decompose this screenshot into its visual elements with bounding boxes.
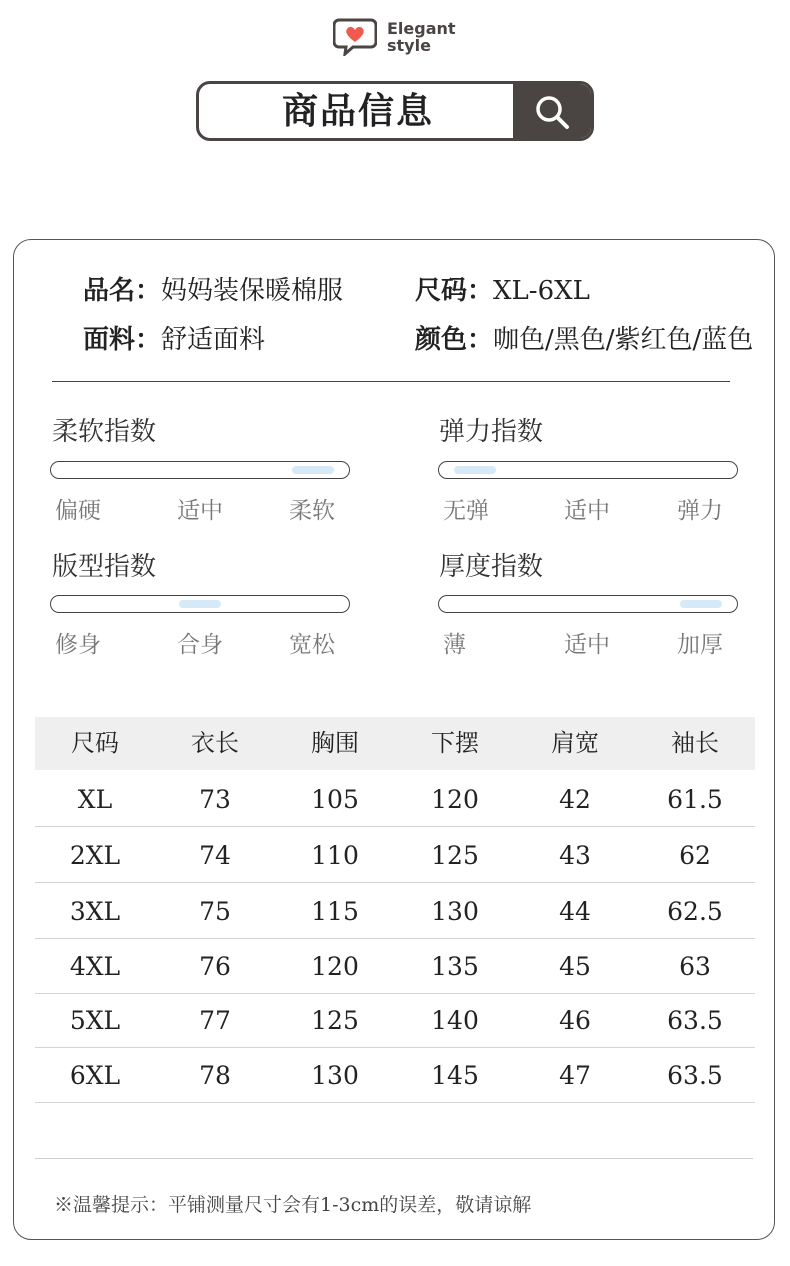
table-cell: 135 [431,952,479,981]
thickness-label-mid: 适中 [564,632,610,658]
table-cell: 4XL [69,952,121,981]
elasticity-label-high: 弹力 [677,498,723,524]
chat-heart-icon [333,18,377,56]
product-fabric [83,319,265,356]
size-table-header [35,717,755,770]
product-size [415,270,590,307]
table-cell: 45 [559,952,591,981]
table-cell: 130 [431,897,479,926]
elasticity-level [454,466,496,474]
size-value: XL-6XL [493,276,590,306]
thickness-label-low: 薄 [443,632,466,658]
table-cell: 125 [311,1006,359,1035]
table-cell: 46 [559,1006,591,1035]
footer-divider [35,1158,753,1159]
elasticity-label-mid: 适中 [564,498,610,524]
elasticity-title: 弹力指数 [439,417,544,447]
fit-level [179,600,221,608]
table-cell: 43 [559,841,591,870]
info-divider [52,381,730,382]
column-header: 尺码 [71,729,119,757]
thickness-level [680,600,722,608]
softness-title: 柔软指数 [52,417,157,447]
product-color [415,319,753,356]
table-cell: 77 [199,1006,231,1035]
table-cell: 42 [559,785,591,814]
column-header: 肩宽 [551,729,599,757]
column-header: 袖长 [671,729,719,757]
fabric-value: 舒适面料 [161,325,266,355]
elasticity-track [438,461,738,479]
fit-label-high: 宽松 [289,632,335,658]
page-title: 商品信息 [281,90,434,132]
thickness-label-high: 加厚 [677,632,723,658]
table-cell: 110 [311,841,359,870]
table-cell: 63.5 [667,1006,723,1035]
table-cell: 120 [431,785,479,814]
table-cell: 6XL [69,1061,121,1090]
product-name [83,270,343,307]
color-label: 颜色： [415,325,494,355]
color-value: 咖色/黑色/紫红色/蓝色 [493,325,754,355]
softness-track [50,461,350,479]
table-row [35,992,755,1048]
table-row [35,938,755,994]
softness-label-low: 偏硬 [55,498,101,524]
table-cell: 62 [679,841,711,870]
table-cell: 73 [199,785,231,814]
brand-logo [333,18,473,58]
name-label: 品名： [83,276,162,306]
fabric-label: 面料： [83,325,162,355]
size-label: 尺码： [415,276,494,306]
elasticity-label-low: 无弹 [443,498,489,524]
table-cell: 44 [559,897,591,926]
table-row [35,883,755,939]
section-header-bar [196,81,594,141]
table-cell: 125 [431,841,479,870]
table-cell: 105 [311,785,359,814]
fit-label-low: 修身 [55,632,101,658]
logo-line-1: Elegant [387,19,456,38]
table-cell: 3XL [69,897,121,926]
table-cell: 115 [311,897,359,926]
table-cell: 63.5 [667,1061,723,1090]
table-cell: 2XL [69,841,121,870]
fit-label-mid: 合身 [177,632,223,658]
column-header: 衣长 [191,729,239,757]
search-icon [533,93,571,131]
table-cell: 75 [199,897,231,926]
thickness-title: 厚度指数 [439,552,544,582]
softness-label-high: 柔软 [289,498,335,524]
logo-text [387,20,456,54]
table-cell: 62.5 [667,897,723,926]
table-cell: 145 [431,1061,479,1090]
table-cell: 78 [199,1061,231,1090]
fit-title: 版型指数 [52,552,157,582]
name-value: 妈妈装保暖棉服 [161,276,344,306]
logo-line-2: style [387,36,431,55]
table-row [35,771,755,827]
thickness-track [438,595,738,613]
column-header: 下摆 [431,729,479,757]
fit-track [50,595,350,613]
table-cell: 76 [199,952,231,981]
table-cell: 74 [199,841,231,870]
table-cell: 140 [431,1006,479,1035]
softness-label-mid: 适中 [177,498,223,524]
table-cell: 130 [311,1061,359,1090]
measurement-note: ※温馨提示：平铺测量尺寸会有1-3cm的误差，敬请谅解 [54,1194,532,1216]
table-cell: 47 [559,1061,591,1090]
table-cell: 63 [679,952,711,981]
table-row [35,1047,755,1103]
softness-level [292,466,334,474]
table-cell: 61.5 [667,785,723,814]
table-row [35,827,755,883]
search-button[interactable] [513,84,591,138]
table-cell: 120 [311,952,359,981]
table-cell: XL [77,785,113,814]
table-cell: 5XL [69,1006,121,1035]
column-header: 胸围 [311,729,359,757]
